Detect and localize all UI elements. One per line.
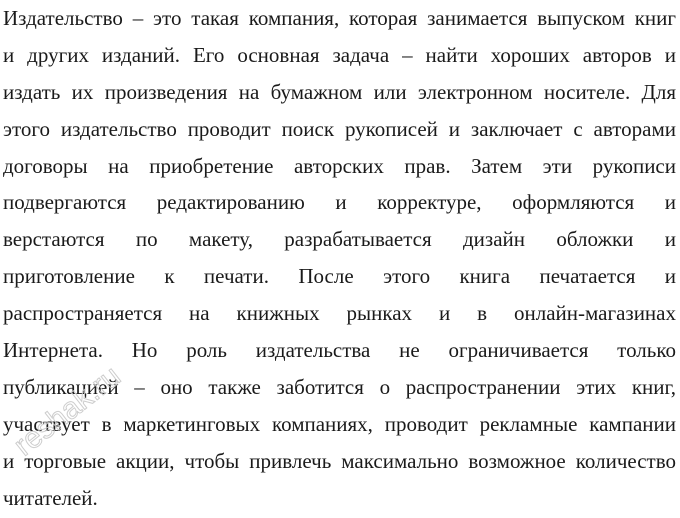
text-line-7: верстаются по макету, разрабатывается дизайн обложки и: [3, 227, 676, 252]
text-line-8: приготовление к печати. После этого книга печатается и: [3, 264, 676, 289]
watermark-text: reshak.ru: [14, 365, 127, 463]
text-line-11: публикацией – оно также заботится о распространении этих книг,: [3, 374, 676, 399]
paragraph: [3, 0, 676, 516]
text-line-2: и других изданий. Его основная задача – найти хороших авторов и: [3, 42, 676, 67]
text-line-14: читателей.: [3, 485, 98, 510]
text-line-9: распространяется на книжных рынках и в онлайн-магазинах: [3, 301, 676, 326]
text-line-10: Интернета. Но роль издательства не ограничивается только: [3, 338, 676, 363]
text-line-3: издать их произведения на бумажном или электронном носителе. Для: [3, 79, 676, 104]
text-line-12: участвует в маркетинговых компаниях, проводит рекламные кампании: [3, 411, 676, 436]
text-line-5: договоры на приобретение авторских прав. Затем эти рукописи: [3, 153, 676, 178]
text-line-1: Издательство – это такая компания, которая занимается выпуском книг: [3, 6, 676, 30]
text-line-13: и торговые акции, чтобы привлечь максимально возможное количество: [3, 448, 676, 473]
text-line-4: этого издательство проводит поиск рукописей и заключает с авторами: [3, 116, 676, 141]
text-line-6: подвергаются редактированию и корректуре, оформляются и: [3, 190, 676, 215]
